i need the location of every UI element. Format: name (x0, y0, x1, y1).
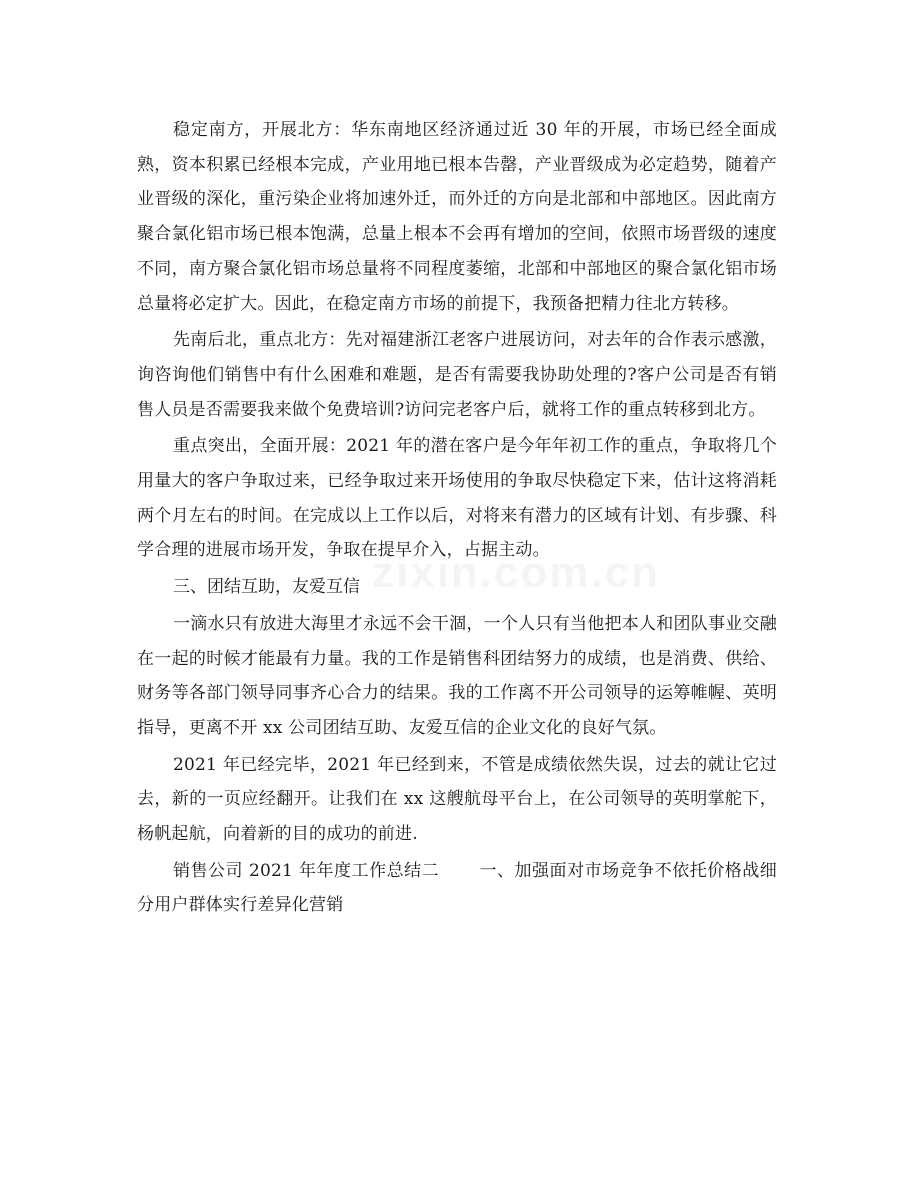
paragraph-stabilize-south: 稳定南方，开展北方：华东南地区经济通过近 30 年的开展，市场已经全面成熟，资本积累已经根本完成，产业用地已根本告罄，产业晋级成为必定趋势，随着产业晋级的深化，重污染企业将加速外迁，而外迁的方向是北部和中部地区。因此南方聚合氯化铝市场已根本饱满，总量上根本不会再有增加的空间，依照市场晋级的速度不同，南方聚合氯化铝市场总量将不同程度萎缩，北部和中部地区的聚合氯化铝市场总量将必定扩大。因此，在稳定南方市场的前提下，我预备把精力往北方转移。 (137, 120, 777, 314)
document-body (137, 113, 777, 925)
summary-two-title: 销售公司 2021 年年度工作总结二 (173, 860, 440, 881)
paragraph-summary-two (137, 854, 777, 923)
section-heading-unity: 三、团结互助，友爱互信 (173, 577, 360, 598)
paragraph-south-then-north: 先南后北，重点北方：先对福建浙江老客户进展访问，对去年的合作表示感激，询咨询他们销售中有什么困难和难题，是否有需要我协助处理的?客户公司是否有销售人员是否需要我来做个免费培训?访问完老客户后，就将工作的重点转移到北方。 (137, 330, 777, 420)
summary-two-first-point: 一、加强面对市场竞争不依托价格战细分用户群体实行差异化营销 (137, 860, 777, 916)
paragraph-new-year: 2021 年已经完毕，2021 年已经到来，不管是成绩依然失误，过去的就让它过去，新的一页应经翻开。让我们在 xx 这艘航母平台上，在公司领导的英明掌舵下，杨帆起航，向着新的目的成功的前进. (137, 754, 777, 845)
paragraph-key-focus: 重点突出，全面开展：2021 年的潜在客户是今年年初工作的重点，争取将几个用量大的客户争取过来，已经争取过来开场使用的争取尽快稳定下来，估计这将消耗两个月左右的时间。在完成以上工作以后，对将来有潜力的区域有计划、有步骤、科学合理的进展市场开发，争取在提早介入，占据主动。 (137, 436, 777, 561)
paragraph-teamwork: 一滴水只有放进大海里才永远不会干涸，一个人只有当他把本人和团队事业交融在一起的时候才能最有力量。我的工作是销售科团结努力的成绩，也是消费、供给、财务等各部门领导同事齐心合力的结果。我的工作离不开公司领导的运筹帷幄、英明指导，更离不开 xx 公司团结互助、友爱互信的企业文化的良好气氛。 (137, 613, 777, 738)
